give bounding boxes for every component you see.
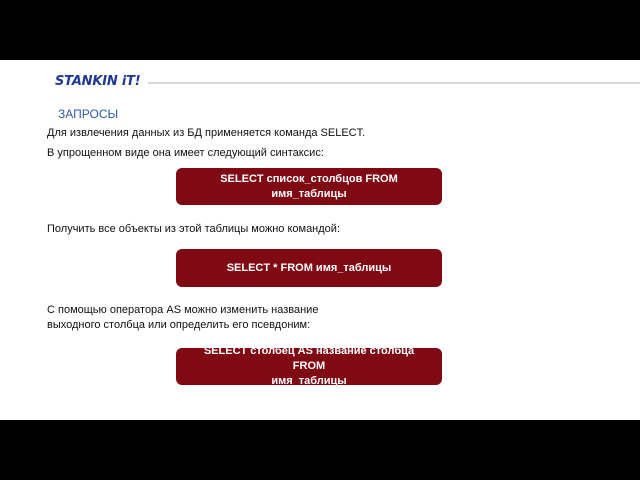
code-select-all: SELECT * FROM имя_таблицы — [226, 261, 392, 274]
code-select-syntax: SELECT список_столбцов FROM имя_таблицы — [220, 172, 398, 200]
code-select-as-line2: имя_таблицы — [271, 375, 347, 387]
header-divider — [148, 82, 640, 84]
section-title: ЗАПРОСЫ — [58, 107, 119, 121]
stankin-logo: STANKIN iT! — [55, 74, 141, 89]
paragraph-syntax-intro: В упрощенном виде она имеет следующий синтаксис: — [47, 147, 324, 159]
paragraph-select-all: Получить все объекты из этой таблицы можно командой: — [47, 223, 340, 235]
paragraph-as-operator-line2: выходного столбца или определить его псевдоним: — [47, 319, 311, 331]
code-box-select-as — [176, 345, 442, 387]
code-select-as-line1: SELECT столбец AS название столбца FROM — [203, 345, 415, 372]
paragraph-select-intro: Для извлечения данных из БД применяется команда SELECT. — [47, 127, 366, 139]
presentation-slide — [0, 60, 640, 420]
code-box-select-all — [176, 249, 442, 287]
paragraph-as-operator-line1: С помощью оператора AS можно изменить название — [47, 304, 319, 316]
code-box-select-syntax — [176, 168, 442, 205]
